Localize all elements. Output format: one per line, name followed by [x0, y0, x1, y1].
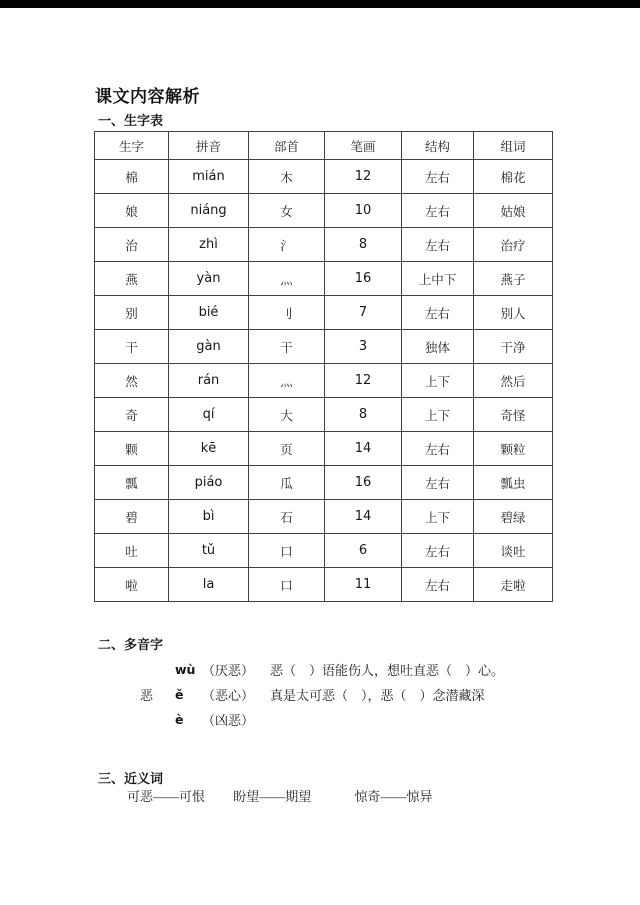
table-cell-pinyin: gàn [169, 330, 249, 364]
table-cell-character: 然 [95, 364, 169, 398]
table-row [95, 364, 553, 398]
polyphone-block [140, 657, 640, 732]
table-cell-word: 然后 [474, 364, 553, 398]
synonym-pair: 惊奇——惊异 [354, 789, 433, 804]
table-cell-pinyin: bié [169, 296, 249, 330]
table-cell-radical: 氵 [249, 228, 325, 262]
character-table [94, 131, 553, 602]
table-cell-word: 燕子 [474, 262, 553, 296]
table-cell-structure: 左右 [402, 228, 474, 262]
table-header-row [95, 132, 553, 160]
table-cell-strokes: 8 [325, 228, 402, 262]
synonym-pair: 盼望——期望 [233, 789, 312, 804]
table-cell-radical: 木 [249, 160, 325, 194]
table-cell-strokes: 12 [325, 364, 402, 398]
table-cell-structure: 独体 [402, 330, 474, 364]
polyphone-pinyin: wù [175, 662, 196, 677]
table-cell-structure: 上下 [402, 398, 474, 432]
polyphone-gloss: （凶恶） [202, 713, 255, 728]
table-cell-word: 别人 [474, 296, 553, 330]
table-cell-structure: 上中下 [402, 262, 474, 296]
table-cell-strokes: 6 [325, 534, 402, 568]
table-cell-strokes: 10 [325, 194, 402, 228]
polyphone-line [140, 682, 640, 707]
col-header-character: 生字 [95, 132, 169, 160]
table-cell-structure: 上下 [402, 500, 474, 534]
table-cell-pinyin: la [169, 568, 249, 602]
table-cell-pinyin: kē [169, 432, 249, 466]
table-cell-strokes: 14 [325, 432, 402, 466]
table-cell-word: 棉花 [474, 160, 553, 194]
section-heading-word-table: 一、生字表 [98, 113, 164, 128]
table-cell-word: 治疗 [474, 228, 553, 262]
table-cell-radical: 页 [249, 432, 325, 466]
table-cell-character: 别 [95, 296, 169, 330]
col-header-pinyin: 拼音 [169, 132, 249, 160]
table-cell-character: 娘 [95, 194, 169, 228]
table-cell-radical: 灬 [249, 262, 325, 296]
table-row [95, 160, 553, 194]
table-row [95, 262, 553, 296]
table-cell-radical: 干 [249, 330, 325, 364]
table-cell-structure: 左右 [402, 432, 474, 466]
table-row [95, 432, 553, 466]
polyphone-pinyin: è [175, 712, 184, 727]
table-cell-word: 谈吐 [474, 534, 553, 568]
table-row [95, 194, 553, 228]
table-cell-character: 奇 [95, 398, 169, 432]
polyphone-character: 恶 [140, 688, 154, 703]
table-cell-character: 干 [95, 330, 169, 364]
section-heading-synonyms: 三、近义词 [98, 771, 164, 786]
col-header-structure: 结构 [402, 132, 474, 160]
table-cell-structure: 上下 [402, 364, 474, 398]
table-cell-radical: 女 [249, 194, 325, 228]
table-cell-pinyin: niáng [169, 194, 249, 228]
table-cell-radical: 大 [249, 398, 325, 432]
table-cell-strokes: 7 [325, 296, 402, 330]
table-cell-radical: 灬 [249, 364, 325, 398]
polyphone-line [140, 707, 640, 732]
table-cell-pinyin: zhì [169, 228, 249, 262]
col-header-word: 组词 [474, 132, 553, 160]
table-row [95, 398, 553, 432]
table-cell-structure: 左右 [402, 160, 474, 194]
table-cell-pinyin: qí [169, 398, 249, 432]
table-cell-pinyin: yàn [169, 262, 249, 296]
table-cell-word: 颗粒 [474, 432, 553, 466]
table-cell-character: 颗 [95, 432, 169, 466]
table-row [95, 330, 553, 364]
polyphone-pinyin: ě [175, 687, 184, 702]
col-header-strokes: 笔画 [325, 132, 402, 160]
table-cell-strokes: 14 [325, 500, 402, 534]
table-cell-structure: 左右 [402, 296, 474, 330]
table-row [95, 466, 553, 500]
table-cell-pinyin: bì [169, 500, 249, 534]
table-cell-strokes: 16 [325, 262, 402, 296]
table-cell-pinyin: mián [169, 160, 249, 194]
table-cell-radical: 口 [249, 568, 325, 602]
table-cell-pinyin: tǔ [169, 534, 249, 568]
table-cell-radical: 瓜 [249, 466, 325, 500]
table-cell-pinyin: rán [169, 364, 249, 398]
table-cell-word: 碧绿 [474, 500, 553, 534]
table-cell-structure: 左右 [402, 568, 474, 602]
table-row [95, 534, 553, 568]
document-page [0, 88, 640, 806]
col-header-radical: 部首 [249, 132, 325, 160]
table-cell-character: 碧 [95, 500, 169, 534]
table-cell-character: 啦 [95, 568, 169, 602]
table-cell-character: 瓢 [95, 466, 169, 500]
table-cell-structure: 左右 [402, 466, 474, 500]
table-cell-pinyin: piáo [169, 466, 249, 500]
polyphone-gloss: （厌恶） [202, 663, 255, 678]
table-cell-radical: 刂 [249, 296, 325, 330]
table-cell-strokes: 8 [325, 398, 402, 432]
table-cell-character: 燕 [95, 262, 169, 296]
polyphone-line [140, 657, 640, 682]
polyphone-gloss: （恶心） [202, 688, 255, 703]
table-cell-word: 姑娘 [474, 194, 553, 228]
table-row [95, 568, 553, 602]
synonyms-block [94, 788, 640, 806]
polyphone-sentence: 恶（ ）语能伤人，想吐直恶（ ）心。 [270, 663, 505, 678]
polyphone-sentence: 真是太可恶（ ），恶（ ）念潜藏深 [270, 688, 485, 703]
table-cell-radical: 石 [249, 500, 325, 534]
table-row [95, 296, 553, 330]
synonym-pair: 可恶——可恨 [127, 789, 206, 804]
table-cell-character: 棉 [95, 160, 169, 194]
table-cell-word: 走啦 [474, 568, 553, 602]
table-cell-word: 奇怪 [474, 398, 553, 432]
table-cell-radical: 口 [249, 534, 325, 568]
table-cell-strokes: 16 [325, 466, 402, 500]
table-cell-structure: 左右 [402, 194, 474, 228]
table-cell-strokes: 11 [325, 568, 402, 602]
top-edge-bar [0, 0, 640, 8]
table-cell-strokes: 3 [325, 330, 402, 364]
table-cell-word: 干净 [474, 330, 553, 364]
table-row [95, 228, 553, 262]
table-row [95, 500, 553, 534]
table-cell-character: 吐 [95, 534, 169, 568]
table-cell-structure: 左右 [402, 534, 474, 568]
table-cell-word: 瓢虫 [474, 466, 553, 500]
page-title: 课文内容解析 [95, 87, 200, 106]
section-heading-polyphone: 二、多音字 [98, 637, 164, 652]
table-cell-strokes: 12 [325, 160, 402, 194]
table-cell-character: 治 [95, 228, 169, 262]
